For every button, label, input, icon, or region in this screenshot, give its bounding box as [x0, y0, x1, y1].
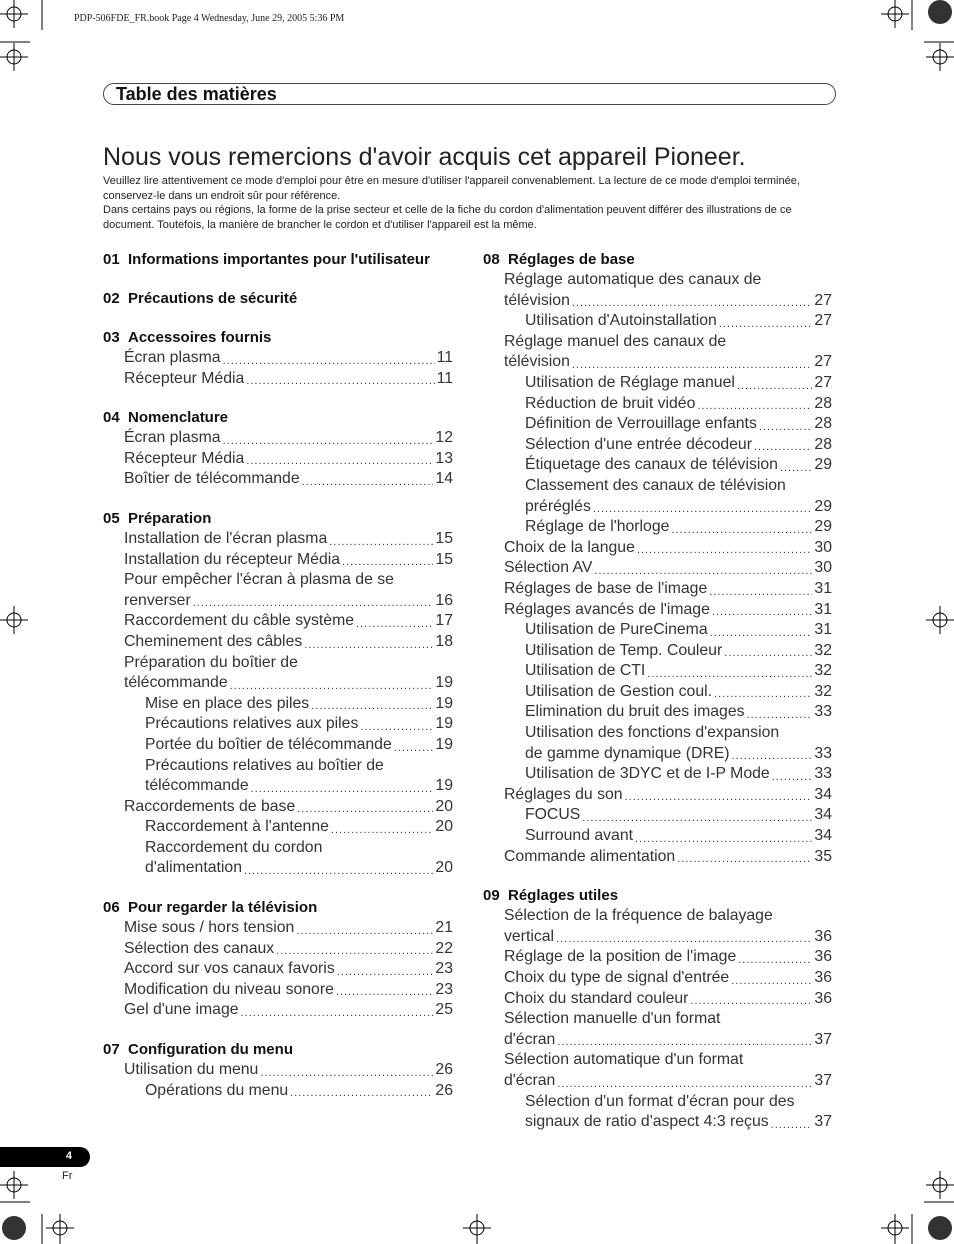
- toc-page-number: 30: [814, 538, 832, 556]
- toc-page-number: 12: [435, 429, 453, 447]
- toc-page-number: 36: [814, 948, 832, 966]
- toc-page-number: 20: [435, 818, 453, 836]
- intro-paragraph-2: Dans certains pays ou régions, la forme de la prise secteur et celle de la fiche du cordon d'alimentation peuvent différer des illustrations de ce document. Toutefois, la manière de brancher le cordon et d'utiliser l'appareil est la même.: [103, 204, 792, 231]
- toc-entry-label: Commande alimentation: [504, 847, 676, 865]
- toc-entry-label: Raccordement à l'antenne: [145, 818, 329, 836]
- toc-entry-label: Raccordement du câble système: [124, 612, 355, 630]
- toc-entry-label: Boîtier de télécommande: [124, 470, 300, 488]
- toc-entry-label: Définition de Verrouillage enfants: [525, 415, 757, 433]
- toc-entry-label: Elimination du bruit des images: [525, 703, 745, 721]
- toc-entry-label: d'écran: [504, 1030, 556, 1048]
- toc-page-number: 16: [435, 591, 453, 609]
- toc-page-number: 19: [435, 674, 453, 692]
- toc-entry-label: Utilisation du menu: [124, 1061, 259, 1079]
- toc-entry-label: d'alimentation: [145, 859, 242, 877]
- toc-entry-label: Utilisation de CTI: [525, 662, 646, 680]
- toc-entry-label: Sélection d'une entrée décodeur: [525, 435, 752, 453]
- toc-page-number: 29: [814, 518, 832, 536]
- section-title: Nomenclature: [128, 409, 229, 427]
- toc-entry-label: Choix du standard couleur: [504, 989, 689, 1007]
- toc-page-number: 36: [814, 989, 832, 1007]
- toc-page-number: 19: [435, 715, 453, 733]
- color-bar-icon: [2, 0, 952, 1240]
- toc-entry-label: Réglage de l'horloge: [525, 518, 670, 536]
- section-number: 04: [103, 409, 120, 427]
- section-title: Accessoires fournis: [128, 329, 272, 346]
- toc-page-number: 15: [435, 550, 453, 568]
- section-title: Préparation: [128, 509, 212, 527]
- toc-entry-label: Réglage automatique des canaux de: [504, 271, 762, 288]
- toc-entry-label: Écran plasma: [124, 429, 221, 447]
- toc-entry-label: Utilisation de Gestion coul.: [525, 682, 713, 700]
- toc-entry-label: Mise sous / hors tension: [124, 919, 295, 937]
- toc-page-number: 21: [435, 919, 453, 937]
- toc-page-number: 32: [814, 641, 832, 659]
- toc-entry-label: Utilisation de 3DYC et de I-P Mode: [525, 765, 770, 783]
- toc-entry-label: Récepteur Média: [124, 369, 245, 387]
- toc-page-number: 31: [814, 579, 832, 597]
- toc-page-number: 26: [435, 1081, 453, 1099]
- toc-entry-label: Réglages de base de l'image: [504, 579, 708, 597]
- toc-page-number: 35: [814, 847, 832, 865]
- toc-entry-label: Préparation du boîtier de: [124, 653, 298, 671]
- toc-entry-label: Utilisation d'Autoinstallation: [525, 312, 717, 330]
- section-number: 01: [103, 251, 120, 268]
- toc-page-number: 31: [814, 621, 832, 639]
- toc-entry-label: Raccordements de base: [124, 797, 296, 815]
- toc-page-number: 31: [814, 600, 832, 618]
- toc-entry-label: Classement des canaux de télévision: [525, 476, 786, 494]
- section-number: 02: [103, 290, 120, 307]
- toc-entry-label: télévision: [504, 291, 570, 309]
- toc-page-number: 34: [814, 785, 832, 803]
- toc-entry-label: Raccordement du cordon: [145, 838, 323, 856]
- toc-entry-label: Sélection automatique d'un format: [504, 1051, 744, 1069]
- toc-entry-label: Choix du type de signal d'entrée: [504, 969, 730, 986]
- toc-page-number: 32: [814, 682, 832, 700]
- toc-entry-label: FOCUS: [525, 806, 581, 824]
- toc-page-number: 27: [814, 312, 832, 330]
- toc-page-number: 32: [814, 662, 832, 680]
- section-number: 07: [103, 1041, 120, 1059]
- toc-entry-label: Gel d'une image: [124, 1001, 239, 1019]
- toc-entry-label: Écran plasma: [124, 349, 221, 366]
- toc-page-number: 29: [814, 497, 832, 515]
- toc-page-number: 37: [814, 1030, 832, 1048]
- page-number: 4: [65, 1150, 72, 1162]
- toc-entry-label: Surround avant: [525, 827, 634, 845]
- language-code: Fr: [62, 1170, 73, 1182]
- toc-entry-label: Portée du boîtier de télécommande: [145, 735, 392, 753]
- section-number: 08: [483, 251, 500, 268]
- toc-entry-label: Sélection d'un format d'écran pour des: [525, 1092, 795, 1110]
- toc-entry-label: Sélection de la fréquence de balayage: [504, 907, 773, 925]
- toc-entry-label: Précautions relatives aux piles: [145, 715, 359, 733]
- toc-entry-label: Utilisation de Réglage manuel: [525, 373, 735, 391]
- section-header-label: Table des matières: [116, 84, 277, 104]
- toc-entry-label: préréglés: [525, 497, 591, 515]
- toc-entry-label: Réglages avancés de l'image: [504, 600, 710, 618]
- toc-entry-label: Étiquetage des canaux de télévision: [525, 456, 778, 474]
- toc-entry-label: Sélection des canaux: [124, 939, 275, 957]
- toc-entry-label: Utilisation de Temp. Couleur: [525, 641, 723, 659]
- toc-entry-label: d'écran: [504, 1071, 556, 1089]
- toc-entry-label: Sélection AV: [504, 559, 593, 577]
- toc-page-number: 26: [435, 1061, 453, 1079]
- toc-entry-label: Réduction de bruit vidéo: [525, 394, 696, 412]
- toc-page-number: 34: [814, 806, 832, 824]
- toc-entry-label: Récepteur Média: [124, 449, 245, 467]
- toc-page-number: 29: [814, 456, 832, 474]
- toc-entry-label: renverser: [124, 591, 191, 609]
- toc-page-number: 20: [435, 797, 453, 815]
- toc-page-number: 33: [814, 744, 832, 762]
- toc-entry-label: Mise en place des piles: [145, 694, 310, 712]
- section-title: Réglages de base: [508, 251, 635, 268]
- section-number: 06: [103, 899, 120, 917]
- toc-page-number: 36: [814, 969, 832, 986]
- section-number: 05: [103, 509, 120, 527]
- toc-entry-label: de gamme dynamique (DRE): [525, 744, 730, 762]
- toc-entry-label: télécommande: [124, 674, 228, 692]
- print-slug: PDP-506FDE_FR.book Page 4 Wednesday, June 29, 2005 5:36 PM: [74, 13, 345, 24]
- section-title: Pour regarder la télévision: [128, 899, 318, 917]
- section-title: Informations importantes pour l'utilisateur: [128, 251, 430, 268]
- toc-entry-label: Installation de l'écran plasma: [124, 529, 328, 547]
- toc-page-number: 23: [435, 980, 453, 998]
- section-title: Précautions de sécurité: [128, 290, 298, 307]
- section-number: 03: [103, 329, 120, 346]
- toc-page-number: 36: [814, 927, 832, 945]
- toc-entry-label: Cheminement des câbles: [124, 632, 303, 650]
- toc-page-number: 15: [435, 529, 453, 547]
- toc-page-number: 18: [435, 632, 453, 650]
- toc-entry-label: Réglages du son: [504, 785, 623, 803]
- toc-page-number: 34: [814, 827, 832, 845]
- toc-page-number: 27: [814, 373, 832, 391]
- toc-entry-label: Utilisation des fonctions d'expansion: [525, 724, 780, 742]
- toc-entry-label: vertical: [504, 927, 555, 945]
- toc-page-number: 33: [814, 765, 832, 783]
- toc-entry-label: Accord sur vos canaux favoris: [124, 960, 335, 978]
- toc-page-number: 14: [435, 470, 453, 488]
- toc-entry-label: Installation du récepteur Média: [124, 550, 341, 568]
- toc-page-number: 11: [436, 349, 453, 366]
- toc-page-number: 19: [435, 735, 453, 753]
- toc-entry-label: Choix de la langue: [504, 538, 635, 556]
- intro-paragraph-1: Veuillez lire attentivement ce mode d'emploi pour être en mesure d'utiliser l'appareil convenablement. La lecture de ce mode d'emploi terminée, conservez-le dans un endroit sûr pour référence.: [103, 175, 800, 202]
- toc-page-number: 23: [435, 960, 453, 978]
- toc-page-number: 19: [435, 777, 453, 795]
- toc-page-number: 28: [814, 415, 832, 433]
- toc-entry-label: Modification du niveau sonore: [124, 980, 334, 998]
- section-number: 09: [483, 887, 500, 905]
- toc-page-number: 27: [814, 291, 832, 309]
- toc-entry-label: Réglage de la position de l'image: [504, 948, 737, 966]
- toc-page-number: 17: [435, 612, 453, 630]
- section-title: Configuration du menu: [128, 1041, 293, 1059]
- toc-page-number: 37: [814, 1113, 832, 1131]
- toc-entry-label: Précautions relatives au boîtier de: [145, 756, 384, 774]
- toc-page-number: 25: [435, 1001, 453, 1019]
- toc-entry-label: Réglage manuel des canaux de: [504, 332, 727, 350]
- toc-entry-label: Sélection manuelle d'un format: [504, 1010, 721, 1028]
- toc-page-number: 22: [435, 939, 453, 957]
- page-title: Nous vous remercions d'avoir acquis cet appareil Pioneer.: [103, 143, 746, 171]
- toc-entry-label: télévision: [504, 353, 570, 371]
- toc-page-number: 13: [435, 449, 453, 467]
- toc-page-number: 11: [436, 369, 453, 387]
- toc-page-number: 28: [814, 394, 832, 412]
- toc-entry-label: Pour empêcher l'écran à plasma de se: [124, 571, 394, 589]
- section-title: Réglages utiles: [508, 887, 619, 905]
- toc-page-number: 30: [814, 559, 832, 577]
- toc-page-number: 19: [435, 694, 453, 712]
- toc-page-number: 27: [814, 353, 832, 371]
- toc-page-number: 28: [814, 435, 832, 453]
- toc-entry-label: Utilisation de PureCinema: [525, 621, 708, 639]
- toc-page-number: 33: [814, 703, 832, 721]
- toc-page-number: 20: [435, 859, 453, 877]
- toc-entry-label: télécommande: [145, 777, 249, 795]
- toc-entry-label: signaux de ratio d'aspect 4:3 reçus: [525, 1113, 769, 1131]
- toc-page-number: 37: [814, 1071, 832, 1089]
- toc-entry-label: Opérations du menu: [145, 1081, 289, 1099]
